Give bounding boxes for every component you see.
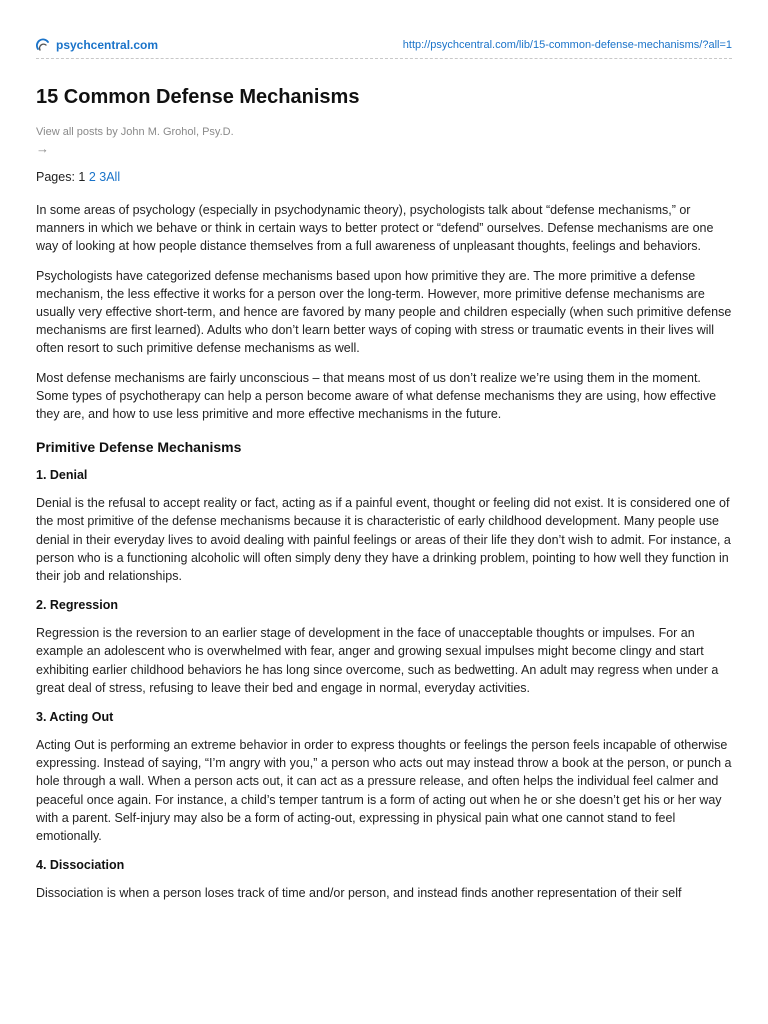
arrow-right-icon[interactable]: → xyxy=(36,141,49,156)
mechanism-heading: 4. Dissociation xyxy=(36,858,125,873)
mechanism-heading: 3. Acting Out xyxy=(36,710,114,725)
mechanism-heading: 1. Denial xyxy=(36,468,88,483)
section-heading: Primitive Defense Mechanisms xyxy=(36,439,242,456)
mechanism-text: Denial is the refusal to accept reality or fact, acting as if a painful event, thought or feeling did not exist. It is considered one of the most primitive of the defense mechanisms because it is characteristic of early childhood development. Many people use denial in their everyday lives to avoid dealing with painful feelings or areas of their life they don’t wish to admit. For instance, a person who is a functioning alcoholic will often simply deny they have a drinking problem, pointing to how well they function in their job and relationships. xyxy=(36,496,731,584)
page-header xyxy=(36,35,732,55)
article-body xyxy=(36,201,736,913)
site-name[interactable]: psychcentral.com xyxy=(56,38,159,52)
intro-paragraph: Psychologists have categorized defense mechanisms based upon how primitive they are. The more primitive a defense mechanism, the less effective it works for a person over the long-term. However, more primitive defense mechanisms are usually very effective short-term, and hence are favored by many people and children especially (when such primitive defense mechanisms are first learned). Adults who don’t learn better ways of coping with stress or traumatic events in their lives will often resort to such primitive defense mechanisms as well. xyxy=(36,268,732,356)
intro-paragraph: In some areas of psychology (especially in psychodynamic theory), psychologists talk about “defense mechanisms,” or manners in which we behave or think in certain ways to better protect or “defend” ourselves. Defense mechanisms are one way of looking at how people distance themselves from a full awareness of unpleasant thoughts, feelings and behaviors. xyxy=(36,203,714,254)
page-link-2[interactable]: 2 xyxy=(88,170,96,184)
page-url[interactable]: http://psychcentral.com/lib/15-common-defense-mechanisms/?all=1 xyxy=(402,39,732,51)
pagination xyxy=(36,170,120,184)
mechanism-text: Dissociation is when a person loses track of time and/or person, and instead finds another representation of their self xyxy=(36,886,682,901)
page-link-3[interactable]: 3 xyxy=(99,170,107,184)
page-link-all[interactable]: All xyxy=(106,170,121,184)
psychcentral-logo-icon xyxy=(36,38,50,52)
pagination-label: Pages: 1 xyxy=(36,170,86,184)
article-title: 15 Common Defense Mechanisms xyxy=(36,86,360,108)
author-byline[interactable]: View all posts by John M. Grohol, Psy.D. xyxy=(36,126,234,138)
mechanism-heading: 2. Regression xyxy=(36,598,118,613)
intro-paragraph: Most defense mechanisms are fairly unconscious – that means most of us don’t realize we’re using them in the moment. Some types of psychotherapy can help a person become aware of what defense mechanisms they are using, how effective they are, and how to use less primitive and more effective mechanisms in the future. xyxy=(36,370,717,422)
mechanism-text: Acting Out is performing an extreme behavior in order to express thoughts or feelings the person feels incapable of otherwise expressing. Instead of saying, “I’m angry with you,” a person who acts out may instead throw a book at the person, or punch a hole through a wall. When a person acts out, it can act as a pressure release, and often helps the individual feel calmer and peaceful once again. For instance, a child’s temper tantrum is a form of acting out when he or she doesn’t get his or her way with a parent. Self-injury may also be a form of acting-out, expressing in physical pain what one cannot stand to feel emotionally. xyxy=(36,738,732,844)
site-brand[interactable] xyxy=(36,38,158,52)
mechanism-text: Regression is the reversion to an earlier stage of development in the face of unacceptable thoughts or impulses. For an example an adolescent who is overwhelmed with fear, anger and growing sexual impulses might become clingy and start exhibiting earlier childhood behaviors he has long since overcome, such as bedwetting. An adult may regress when under a great deal of stress, refusing to leave their bed and engage in normal, everyday activities. xyxy=(36,626,719,695)
header-divider xyxy=(36,58,732,59)
